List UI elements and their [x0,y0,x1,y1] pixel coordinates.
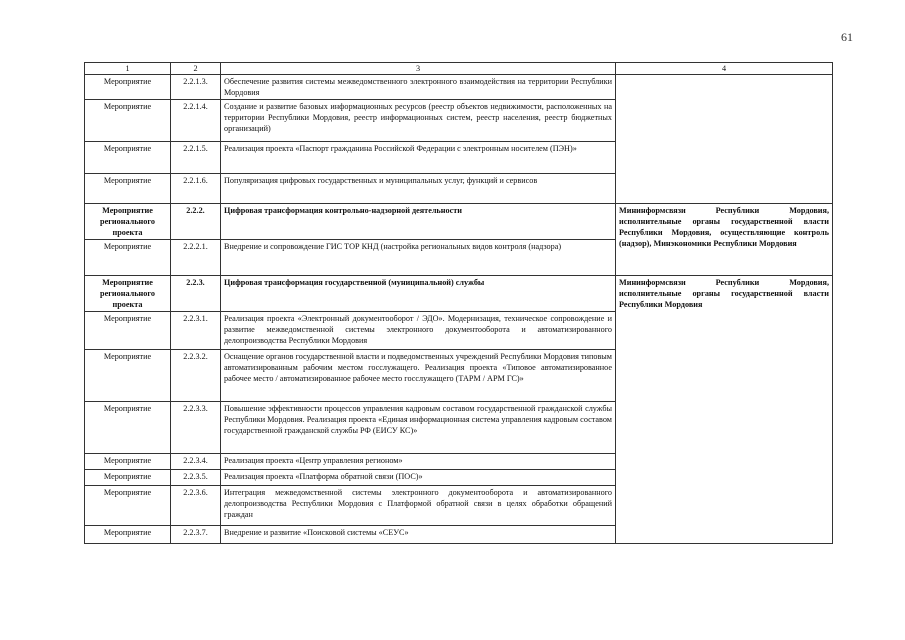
row-text: Повышение эффективности процессов управления кадровым составом государственной гражданской службы Республики Мордовия. Реализация проекта «Единая информационная система управления кадровым составом государственной гражданской службы РФ (ЕИСУ КС)» [221,402,616,454]
row-code: 2.2.3. [171,276,221,312]
table-header-row [85,63,833,75]
header-col-4: 4 [616,63,833,75]
row-text: Внедрение и сопровождение ГИС ТОР КНД (настройка региональных видов контроля (надзора) [221,240,616,276]
row-text: Реализация проекта «Центр управления регионом» [221,454,616,470]
row-type: Мероприятие регионального проекта [85,276,171,312]
table-row [85,276,833,312]
row-type: Мероприятие [85,174,171,204]
page-number: 61 [841,30,853,44]
row-code: 2.2.2.1. [171,240,221,276]
responsible-group-1: Мининформсвязи Республики Мордовия, исполнительные органы государственной власти Республики Мордовия, осуществляющие контроль (надзор), Минэкономики Республики Мордовия [616,204,833,276]
row-code: 2.2.1.4. [171,100,221,142]
row-type: Мероприятие [85,100,171,142]
header-col-3: 3 [221,63,616,75]
row-text: Цифровая трансформация контрольно-надзорной деятельности [221,204,616,240]
row-code: 2.2.3.2. [171,350,221,402]
row-type: Мероприятие [85,350,171,402]
measures-table [84,62,833,544]
row-text: Реализация проекта «Паспорт гражданина Российской Федерации с электронным носителем (ПЭН)» [221,142,616,174]
row-type: Мероприятие [85,402,171,454]
row-text: Реализация проекта «Электронный документооборот / ЭДО». Модернизация, техническое сопровождение и развитие межведомственной системы электронного документооборота и автоматизированного делопроизводства Республики Мордовия [221,312,616,350]
row-text: Популяризация цифровых государственных и муниципальных услуг, функций и сервисов [221,174,616,204]
table-row [85,204,833,240]
row-code: 2.2.3.7. [171,526,221,544]
row-type: Мероприятие [85,240,171,276]
header-col-1: 1 [85,63,171,75]
row-type: Мероприятие [85,75,171,100]
row-type: Мероприятие [85,486,171,526]
responsible-group-2: Мининформсвязи Республики Мордовия, исполнительные органы государственной власти Республики Мордовия [616,276,833,544]
row-text: Создание и развитие базовых информационных ресурсов (реестр объектов недвижимости, расположенных на территории Республики Мордовия, реестр информационных систем, реестр населения, реестр бюджетных организаций) [221,100,616,142]
header-col-2: 2 [171,63,221,75]
row-text: Реализация проекта «Платформа обратной связи (ПОС)» [221,470,616,486]
row-code: 2.2.1.6. [171,174,221,204]
row-type: Мероприятие [85,454,171,470]
row-text: Обеспечение развития системы межведомственного электронного взаимодействия на территории Республики Мордовия [221,75,616,100]
row-text: Внедрение и развитие «Поисковой системы «СЕУС» [221,526,616,544]
row-type: Мероприятие [85,142,171,174]
row-code: 2.2.1.3. [171,75,221,100]
row-type: Мероприятие [85,312,171,350]
row-code: 2.2.3.6. [171,486,221,526]
row-type: Мероприятие [85,470,171,486]
row-code: 2.2.3.5. [171,470,221,486]
row-code: 2.2.3.1. [171,312,221,350]
row-code: 2.2.3.4. [171,454,221,470]
row-code: 2.2.3.3. [171,402,221,454]
responsible-empty-cell [616,75,833,204]
row-code: 2.2.2. [171,204,221,240]
row-type: Мероприятие [85,526,171,544]
row-text: Оснащение органов государственной власти и подведомственных учреждений Республики Мордовия типовым автоматизированным рабочим местом госслужащего. Реализация проекта «Типовое автоматизированное рабочее место / автоматизированное рабочее место госслужащего (ТАРМ / АРМ ГС)» [221,350,616,402]
table-row [85,75,833,100]
row-text: Цифровая трансформация государственной (муниципальной) службы [221,276,616,312]
row-type: Мероприятие регионального проекта [85,204,171,240]
row-code: 2.2.1.5. [171,142,221,174]
row-text: Интеграция межведомственной системы электронного документооборота и автоматизированного делопроизводства Республики Мордовия с Платформой обратной связи в целях обработки обращений граждан [221,486,616,526]
